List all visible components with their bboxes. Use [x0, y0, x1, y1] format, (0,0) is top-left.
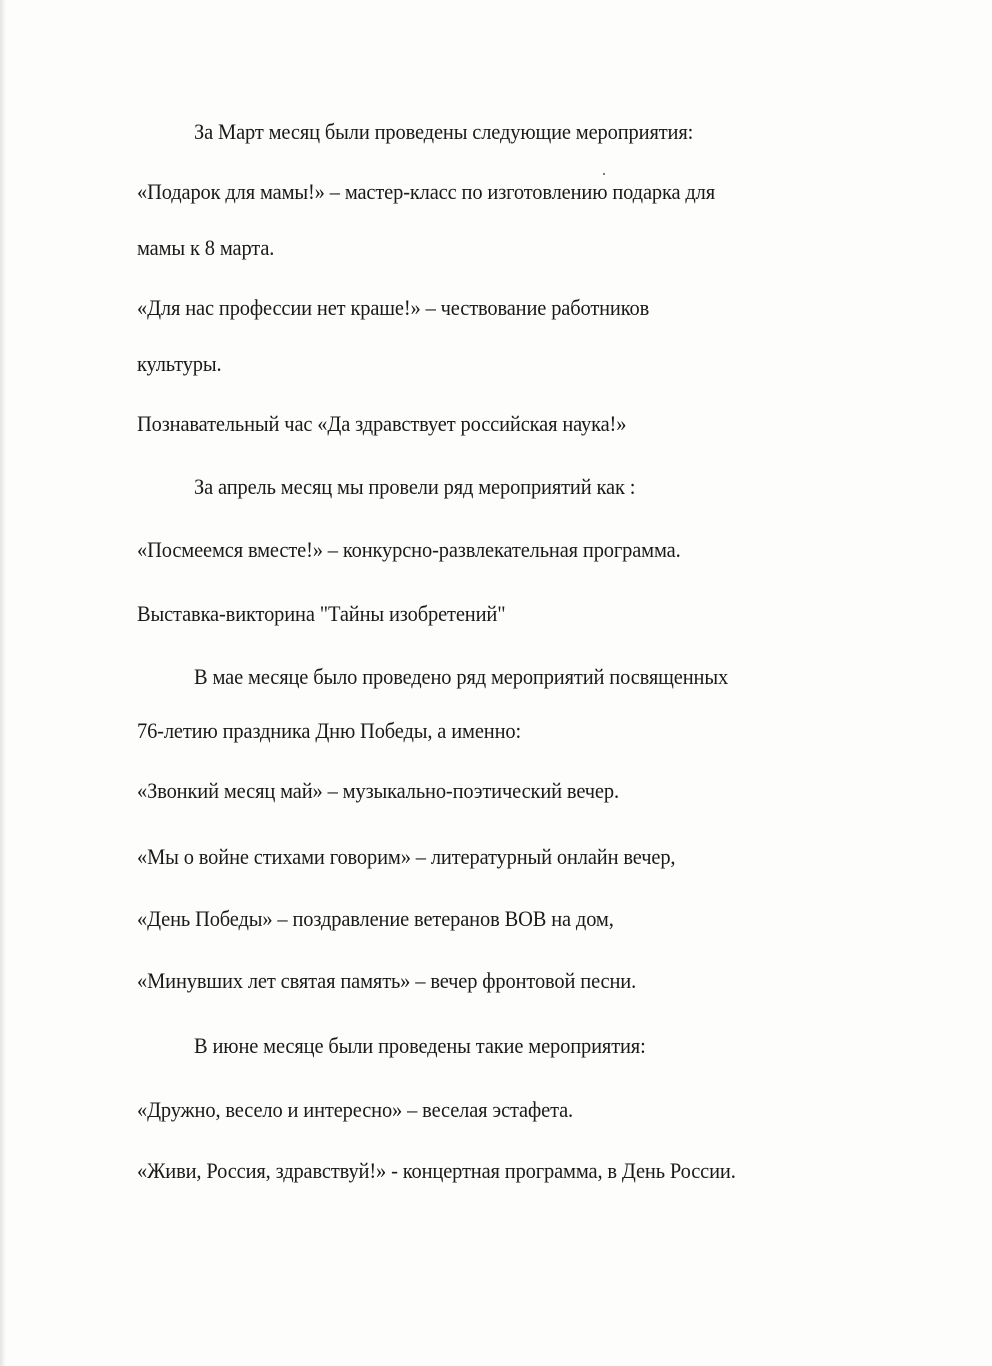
march-event-line: культуры. [137, 351, 222, 376]
march-event-line: «Для нас профессии нет краше!» – чествование работников [137, 295, 650, 320]
april-event-line: Выставка-викторина "Тайны изобретений" [137, 601, 506, 626]
april-intro: За апрель месяц мы провели ряд мероприятий как : [194, 474, 636, 499]
may-event-line: «Звонкий месяц май» – музыкально-поэтический вечер. [137, 778, 619, 803]
scan-edge-shadow [0, 0, 6, 1366]
march-intro: За Март месяц были проведены следующие мероприятия: [194, 119, 694, 144]
june-intro: В июне месяце были проведены такие мероприятия: [194, 1033, 646, 1058]
march-event-line: Познавательный час «Да здравствует российская наука!» [137, 411, 627, 436]
may-event-line: «Минувших лет святая память» – вечер фронтовой песни. [137, 968, 637, 993]
scan-speck [603, 173, 605, 175]
march-event-line: «Подарок для мамы!» – мастер-класс по изготовлению подарка для [137, 179, 716, 204]
june-event-line: «Дружно, весело и интересно» – веселая эстафета. [137, 1097, 574, 1122]
may-event-line: «Мы о войне стихами говорим» – литературный онлайн вечер, [137, 844, 676, 869]
june-event-line: «Живи, Россия, здравствуй!» - концертная программа, в День России. [137, 1158, 736, 1183]
may-intro: В мае месяце было проведено ряд мероприятий посвященных [194, 664, 729, 689]
may-event-line: «День Победы» – поздравление ветеранов ВОВ на дом, [137, 906, 614, 931]
april-event-line: «Посмеемся вместе!» – конкурсно-развлекательная программа. [137, 537, 681, 562]
march-event-line: мамы к 8 марта. [137, 235, 275, 260]
may-event-line: 76-летию праздника Дню Победы, а именно: [137, 718, 522, 743]
